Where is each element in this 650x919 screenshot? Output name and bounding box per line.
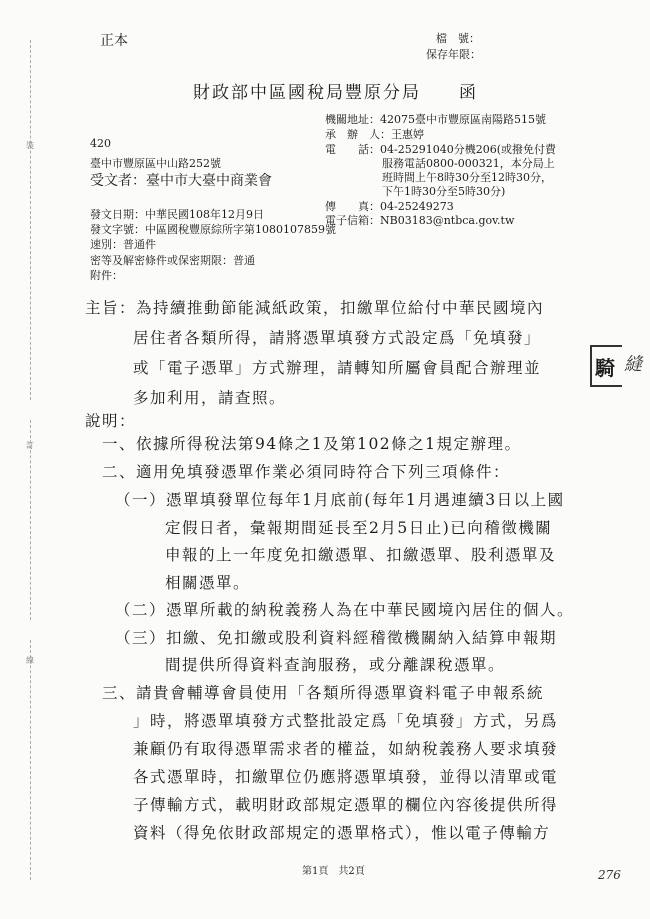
- subject-line-2: 居住者各類所得，請將憑單填發方式設定爲「免填發」: [133, 329, 542, 347]
- subject-line-3: 或「電子憑單」方式辦理，請轉知所屬會員配合辦理並: [133, 359, 542, 377]
- seam-stamp: [590, 345, 622, 387]
- handwritten-page-number: 276: [598, 868, 621, 882]
- speed-classification: 速別：普通件: [90, 238, 156, 251]
- binding-mark-2: 訂: [26, 441, 34, 450]
- binding-mark-1: 裝: [26, 141, 34, 150]
- item-3-line-2: 」時，將憑單填發方式整批設定爲「免填發」方式，另爲: [133, 712, 559, 730]
- seam-stamp-side: 縫: [624, 354, 642, 375]
- recipient-name: 受文者：臺中市大臺中商業會: [90, 173, 272, 189]
- sub-item-1-line-3: 申報的上一年度免扣繳憑單、扣繳憑單、股利憑單及: [165, 546, 557, 564]
- file-number-label: 檔 號：: [436, 32, 480, 45]
- item-3-line-4: 各式憑單時，扣繳單位仍應將憑單填發，並得以清單或電: [133, 768, 559, 786]
- issue-date: 發文日期：中華民國108年12月9日: [90, 208, 264, 221]
- seam-stamp-text: 騎: [595, 356, 615, 380]
- recipient-address: 臺中市豐原區中山路252號: [90, 157, 221, 170]
- secrecy-level: 密等及解密條件或保密期限：普通: [90, 254, 255, 267]
- attachment-label: 附件：: [90, 269, 123, 282]
- binding-margin-line-top: [30, 40, 33, 400]
- subject-line-1: 主旨：為持續推動節能減紙政策，扣繳單位給付中華民國境內: [85, 299, 545, 317]
- retention-label: 保存年限：: [426, 48, 481, 61]
- org-fax: 傳 真：04-25249273: [325, 200, 454, 213]
- item-3-line-6: 資料（得免依財政部規定的憑單格式），惟以電子傳輸方: [133, 824, 551, 842]
- item-1: 一、依據所得稅法第94條之1及第102條之1規定辦理。: [102, 435, 522, 453]
- org-phone-line2: 服務電話0800-000321，本分局上: [382, 157, 555, 170]
- org-phone: 電 話：04-25291040分機206(或撥免付費: [325, 143, 556, 156]
- sub-item-1-line-1: （一）憑單填發單位每年1月底前(每年1月遇連續3日以上國: [115, 491, 565, 509]
- explanation-label: 說明：: [85, 412, 137, 430]
- org-address: 機關地址：42075臺中市豐原區南陽路515號: [325, 113, 546, 126]
- item-2: 二、適用免填發憑單作業必須同時符合下列三項條件：: [102, 463, 511, 481]
- recipient-zip: 420: [90, 137, 111, 150]
- sub-item-3-line-1: （三）扣繳、免扣繳或股利資料經稽徵機關納入結算申報期: [115, 629, 558, 647]
- subject-line-4: 多加利用，請查照。: [133, 389, 287, 407]
- org-email: 電子信箱：NB03183@ntbca.gov.tw: [325, 214, 515, 227]
- copy-label: 正本: [100, 33, 128, 49]
- item-3-line-5: 子傳輸方式，載明財政部規定憑單的欄位內容後提供所得: [133, 796, 559, 814]
- document-title: 財政部中區國稅局豐原分局 函: [193, 83, 478, 103]
- item-3-line-1: 三、請貴會輔導會員使用「各類所得憑單資料電子申報系統: [102, 684, 545, 702]
- org-phone-line4: 下午1時30分至5時30分): [382, 185, 506, 198]
- sub-item-3-line-2: 間提供所得資料查詢服務，或分離課稅憑單。: [165, 656, 506, 674]
- page-footer: 第1頁 共2頁: [302, 866, 365, 877]
- binding-margin-line-bottom: [30, 640, 33, 880]
- sub-item-2: （二）憑單所載的納稅義務人為在中華民國境內居住的個人。: [115, 601, 575, 619]
- item-3-line-3: 兼顧仍有取得憑單需求者的權益，如納稅義務人要求填發: [133, 740, 559, 758]
- org-phone-line3: 班時間上午8時30分至12時30分，: [382, 171, 552, 184]
- sub-item-1-line-2: 定假日者，彙報期間延長至2月5日止)已向稽徵機關: [165, 519, 553, 537]
- document-number: 發文字號：中區國稅豐原綜所字第1080107859號: [90, 223, 336, 236]
- org-handler: 承 辦 人：王惠婷: [325, 128, 424, 141]
- binding-mark-3: 線: [26, 656, 34, 665]
- sub-item-1-line-4: 相關憑單。: [165, 574, 251, 592]
